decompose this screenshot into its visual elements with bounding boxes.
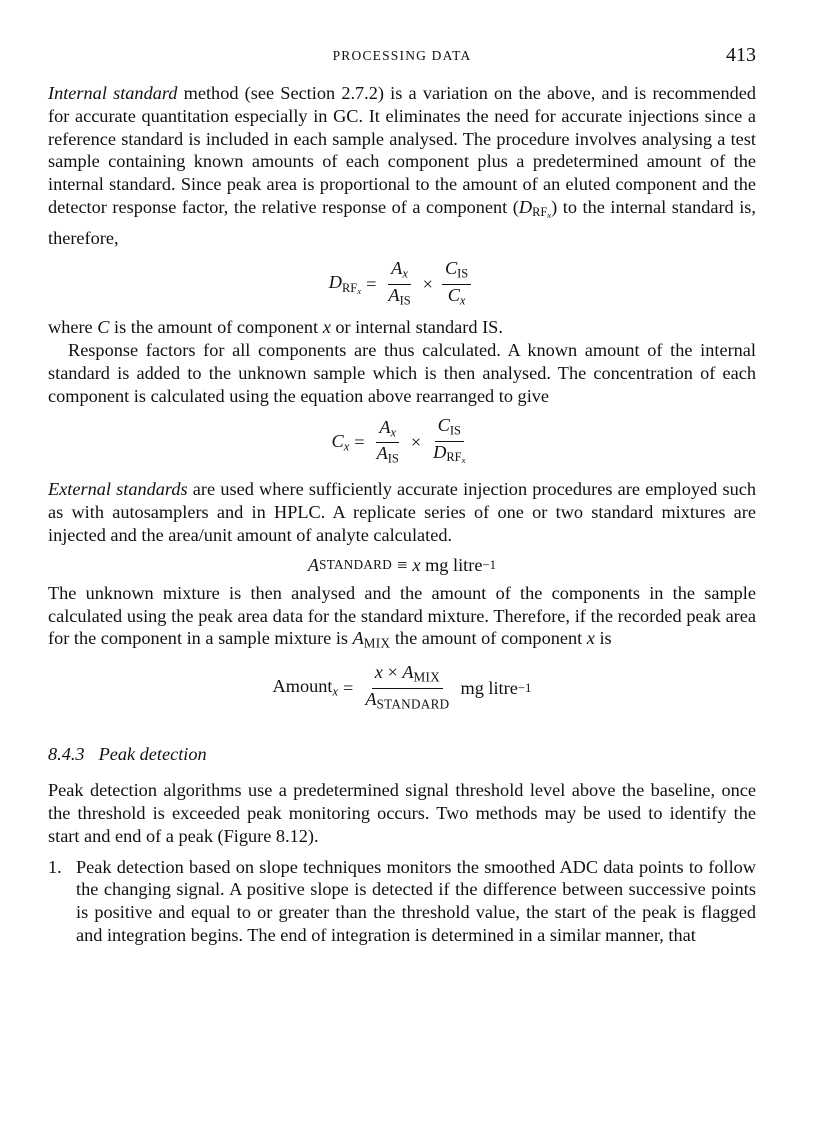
term-external-standards: External standards: [48, 479, 188, 500]
equation-amount: Amount$_x$ = $\frac{x \times A_{MIX}}{A_{STANDARD}}$ mg litre −1: [48, 662, 756, 714]
fraction-area-ratio: $\frac{A_x}{A_{IS}}$: [388, 258, 411, 308]
section-number: 8.4.3: [48, 744, 85, 765]
section-heading-peak-detection: [48, 744, 756, 765]
list-item: [48, 856, 756, 947]
equation-response-factor: $D_{RFx}$ = $\frac{A_x}{A_{IS}}$ × $\frac{C_{IS}}{C_x}$: [48, 258, 756, 310]
equation-standard-area: A STANDARD ≡ x mg litre −1: [307, 554, 497, 575]
equation-concentration: $C_x$ = $\frac{A_x}{A_{IS}}$ × $\frac{C_{IS}}{D_{RFx}}$: [48, 415, 756, 470]
fraction-amount-ratio: $\frac{C_{IS}}{C_x}$: [442, 258, 471, 310]
paragraph-response-factors: Response factors for all components are thus calculated. A known amount of the internal standard is added to the unknown sample which is then analysed. The concentration of each component is calculated using the equation above rearranged to give: [48, 339, 756, 406]
fraction-amount-over-response: $\frac{C_{IS}}{D_{RFx}}$: [433, 415, 466, 466]
paragraph-internal-standard: Internal standard method (see Section 2.7.2) is a variation on the above, and is recommended for accurate quantitation especially in GC. It eliminates the need for accurate injections since a reference standard is included in each sample analysed. The procedure involves analysing a test sample containing known amounts of each component plus a predetermined amount of the internal standard. Since peak area is proportional to the amount of an eluted component and the detector response factor, the relative response of a component $(D_{RFx})$ to the internal standard is, therefore,: [48, 83, 756, 249]
list-item-number: 1.: [48, 856, 62, 877]
term-internal-standard: Internal standard: [48, 83, 178, 103]
page-number: 413: [726, 44, 756, 66]
page-body: [48, 82, 756, 947]
list-item-text: Peak detection based on slope techniques monitors the smoothed ADC data points to follow the changing signal. A positive slope is detected if the difference between successive points is positive and equal to or greater than the threshold value, the start of the peak is flagged and integration begins. The end of integration is determined in a similar manner, that: [76, 856, 756, 946]
fraction-area-ratio-2: $\frac{A_x}{A_{IS}}$: [376, 416, 399, 466]
running-head: PROCESSING DATA: [332, 48, 472, 63]
page-header: [48, 44, 756, 68]
fraction-amount: $\frac{x \times A_{MIX}}{A_{STANDARD}}$: [365, 661, 450, 712]
paragraph-peak-detection: Peak detection algorithms use a predetermined signal threshold level above the baseline, once the threshold is exceeded peak monitoring occurs. Two methods may be used to identify the start and end of a peak (Figure 8.12).: [48, 780, 756, 846]
paragraph-unknown-mixture: The unknown mixture is then analysed and the amount of the components in the sample calculated using the peak area data for the standard mixture. Therefore, if the recorded peak area for the component in a sample mixture is $A_{MIX}$ the amount of component x is: [48, 582, 756, 652]
paragraph-external-standards: External standards are used where sufficiently accurate injection procedures are employed such as with autosamplers and in HPLC. A replicate series of one or two standard mixtures are injected and the area/unit amount of analyte calculated.: [48, 479, 756, 546]
section-title: Peak detection: [98, 744, 207, 765]
paragraph-where-c: where C is the amount of component x or internal standard IS.: [48, 317, 503, 338]
